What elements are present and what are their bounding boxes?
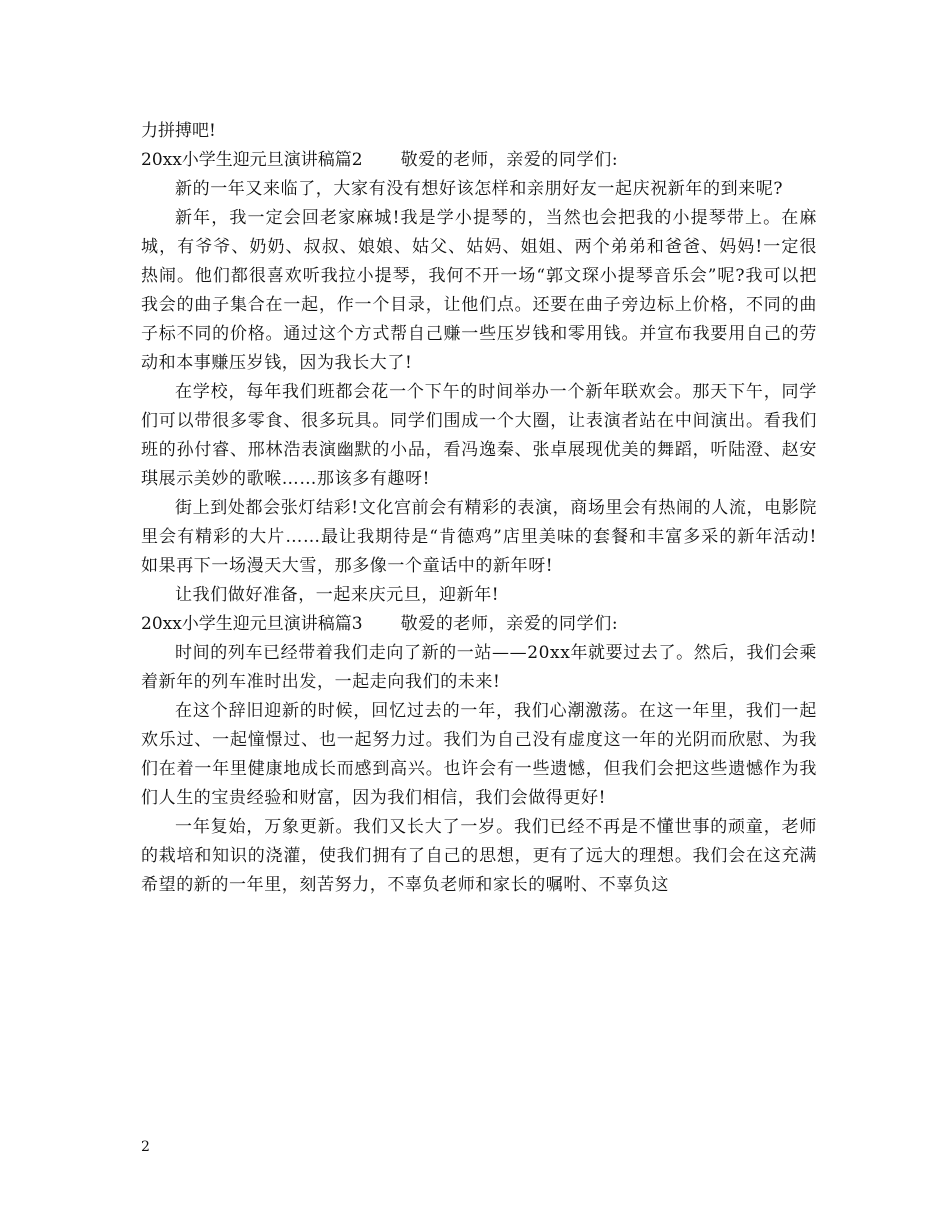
paragraph: 新的一年又来临了，大家有没有想好该怎样和亲朋好友一起庆祝新年的到来呢? xyxy=(175,179,784,199)
section-heading xyxy=(141,610,817,639)
page-number: 2 xyxy=(141,1139,150,1155)
section-greeting: 敬爱的老师，亲爱的同学们: xyxy=(400,150,619,170)
paragraph: 一年复始，万象更新。我们又长大了一岁。我们已经不再是不懂世事的顽童，老师的栽培和知识的浇灌，使我们拥有了自己的思想，更有了远大的理想。我们会在这充满希望的新的一年里，刻苦努力，不辜负老师和家长的嘱咐、不辜负这 xyxy=(141,817,817,895)
section-heading xyxy=(141,146,817,175)
continuation-text: 力拼搏吧! xyxy=(141,121,216,141)
paragraph: 在学校，每年我们班都会花一个下午的时间举办一个新年联欢会。那天下午，同学们可以带很多零食、很多玩具。同学们围成一个大圈，让表演者站在中间演出。看我们班的孙付睿、邢林浩表演幽默的小品，看冯逸秦、张卓展现优美的舞蹈，听陆澄、赵安琪展示美妙的歌喉……那该多有趣呀! xyxy=(141,382,817,489)
paragraph: 时间的列车已经带着我们走向了新的一站——20xx年就要过去了。然后，我们会乘着新年的列车准时出发，一起走向我们的未来! xyxy=(141,643,817,692)
section-title: 20xx小学生迎元旦演讲稿篇2 xyxy=(141,150,363,170)
paragraph: 街上到处都会张灯结彩!文化宫前会有精彩的表演，商场里会有热闹的人流，电影院里会有精彩的大片……最让我期待是“肯德鸡”店里美味的套餐和丰富多采的新年活动!如果再下一场漫天大雪，那多像一个童话中的新年呀! xyxy=(141,498,817,576)
paragraph: 在这个辞旧迎新的时候，回忆过去的一年，我们心潮激荡。在这一年里，我们一起欢乐过、一起憧憬过、也一起努力过。我们为自己没有虚度这一年的光阴而欣慰、为我们在着一年里健康地成长而感到高兴。也许会有一些遗憾，但我们会把这些遗憾作为我们人生的宝贵经验和财富，因为我们相信，我们会做得更好! xyxy=(141,701,817,808)
paragraph: 让我们做好准备，一起来庆元旦，迎新年! xyxy=(175,585,500,605)
document-body xyxy=(141,117,817,900)
paragraph: 新年，我一定会回老家麻城!我是学小提琴的，当然也会把我的小提琴带上。在麻城，有爷爷、奶奶、叔叔、娘娘、姑父、姑妈、姐姐、两个弟弟和爸爸、妈妈!一定很热闹。他们都很喜欢听我拉小提琴，我何不开一场“郭文琛小提琴音乐会”呢?我可以把我会的曲子集合在一起，作一个目录，让他们点。还要在曲子旁边标上价格，不同的曲子标不同的价格。通过这个方式帮自己赚一些压岁钱和零用钱。并宣布我要用自己的劳动和本事赚压岁钱，因为我长大了! xyxy=(141,208,817,373)
section-title: 20xx小学生迎元旦演讲稿篇3 xyxy=(141,614,363,634)
section-greeting: 敬爱的老师，亲爱的同学们: xyxy=(400,614,619,634)
